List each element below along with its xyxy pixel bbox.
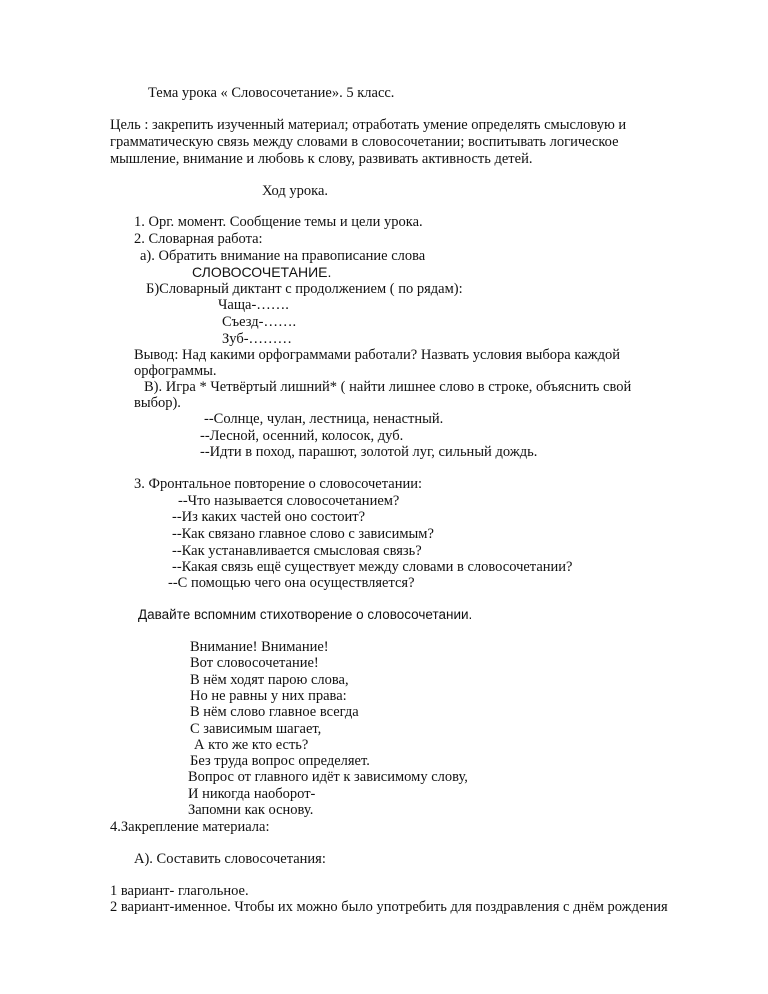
poem-line-3: В нём ходят парою слова, [190, 672, 349, 688]
game-line-2: --Лесной, осенний, колосок, дуб. [200, 428, 404, 444]
item-v-line-1: В). Игра * Четвёртый лишний* ( найти лишнее слово в строке, объяснить свой [144, 379, 632, 395]
poem-intro: Давайте вспомним стихотворение о словосочетании. [138, 607, 473, 622]
section-3: 3. Фронтальное повторение о словосочетании: [134, 476, 422, 492]
variant-1: 1 вариант- глагольное. [110, 883, 249, 899]
question-2: --Из каких частей оно состоит? [172, 509, 366, 525]
item-4a: А). Составить словосочетания: [134, 851, 326, 867]
game-line-1: --Солнце, чулан, лестница, ненастный. [204, 411, 444, 427]
conclusion-line-1: Вывод: Над какими орфограммами работали? Назвать условия выбора каждой [134, 347, 621, 363]
goal-line-3: мышление, внимание и любовь к слову, развивать активность детей. [110, 151, 533, 167]
section-4: 4.Закрепление материала: [110, 819, 270, 835]
conclusion-line-2: орфограммы. [134, 363, 217, 379]
lesson-heading: Ход урока. [262, 183, 329, 199]
question-4: --Как устанавливается смысловая связь? [172, 543, 422, 559]
section-2: 2. Словарная работа: [134, 231, 263, 247]
question-5: --Какая связь ещё существует между словами в словосочетании? [172, 559, 573, 575]
section-1: 1. Орг. момент. Сообщение темы и цели урока. [134, 214, 423, 230]
item-b: Б)Словарный диктант с продолжением ( по рядам): [146, 281, 463, 297]
dictation-word-3: Зуб-……… [222, 331, 293, 347]
dictation-word-1: Чаща-……. [218, 297, 289, 313]
dictation-word-2: Съезд-……. [222, 314, 297, 330]
goal-line-2: грамматическую связь между словами в словосочетании; воспитывать логическое [110, 134, 619, 150]
question-1: --Что называется словосочетанием? [178, 493, 400, 509]
poem-line-4: Но не равны у них права: [190, 688, 347, 704]
poem-line-8: Без труда вопрос определяет. [190, 753, 370, 769]
question-6: --С помощью чего она осуществляется? [168, 575, 415, 591]
keyword: СЛОВОСОЧЕТАНИЕ. [192, 264, 332, 280]
goal-line-1: Цель : закрепить изученный материал; отработать умение определять смысловую и [110, 117, 627, 133]
lesson-title: Тема урока « Словосочетание». 5 класс. [148, 85, 395, 101]
poem-line-11: Запомни как основу. [188, 802, 314, 818]
item-v-line-2: выбор). [134, 395, 181, 411]
poem-line-1: Внимание! Внимание! [190, 639, 329, 655]
question-3: --Как связано главное слово с зависимым? [172, 526, 434, 542]
poem-line-5: В нём слово главное всегда [190, 704, 359, 720]
poem-line-2: Вот словосочетание! [190, 655, 319, 671]
poem-line-10: И никогда наоборот- [188, 786, 316, 802]
variant-2: 2 вариант-именное. Чтобы их можно было употребить для поздравления с днём рождения [110, 899, 668, 915]
poem-line-7: А кто же кто есть? [194, 737, 309, 753]
item-a: а). Обратить внимание на правописание слова [140, 248, 426, 264]
game-line-3: --Идти в поход, парашют, золотой луг, сильный дождь. [200, 444, 538, 460]
poem-line-9: Вопрос от главного идёт к зависимому слову, [188, 769, 468, 785]
poem-line-6: С зависимым шагает, [190, 721, 322, 737]
